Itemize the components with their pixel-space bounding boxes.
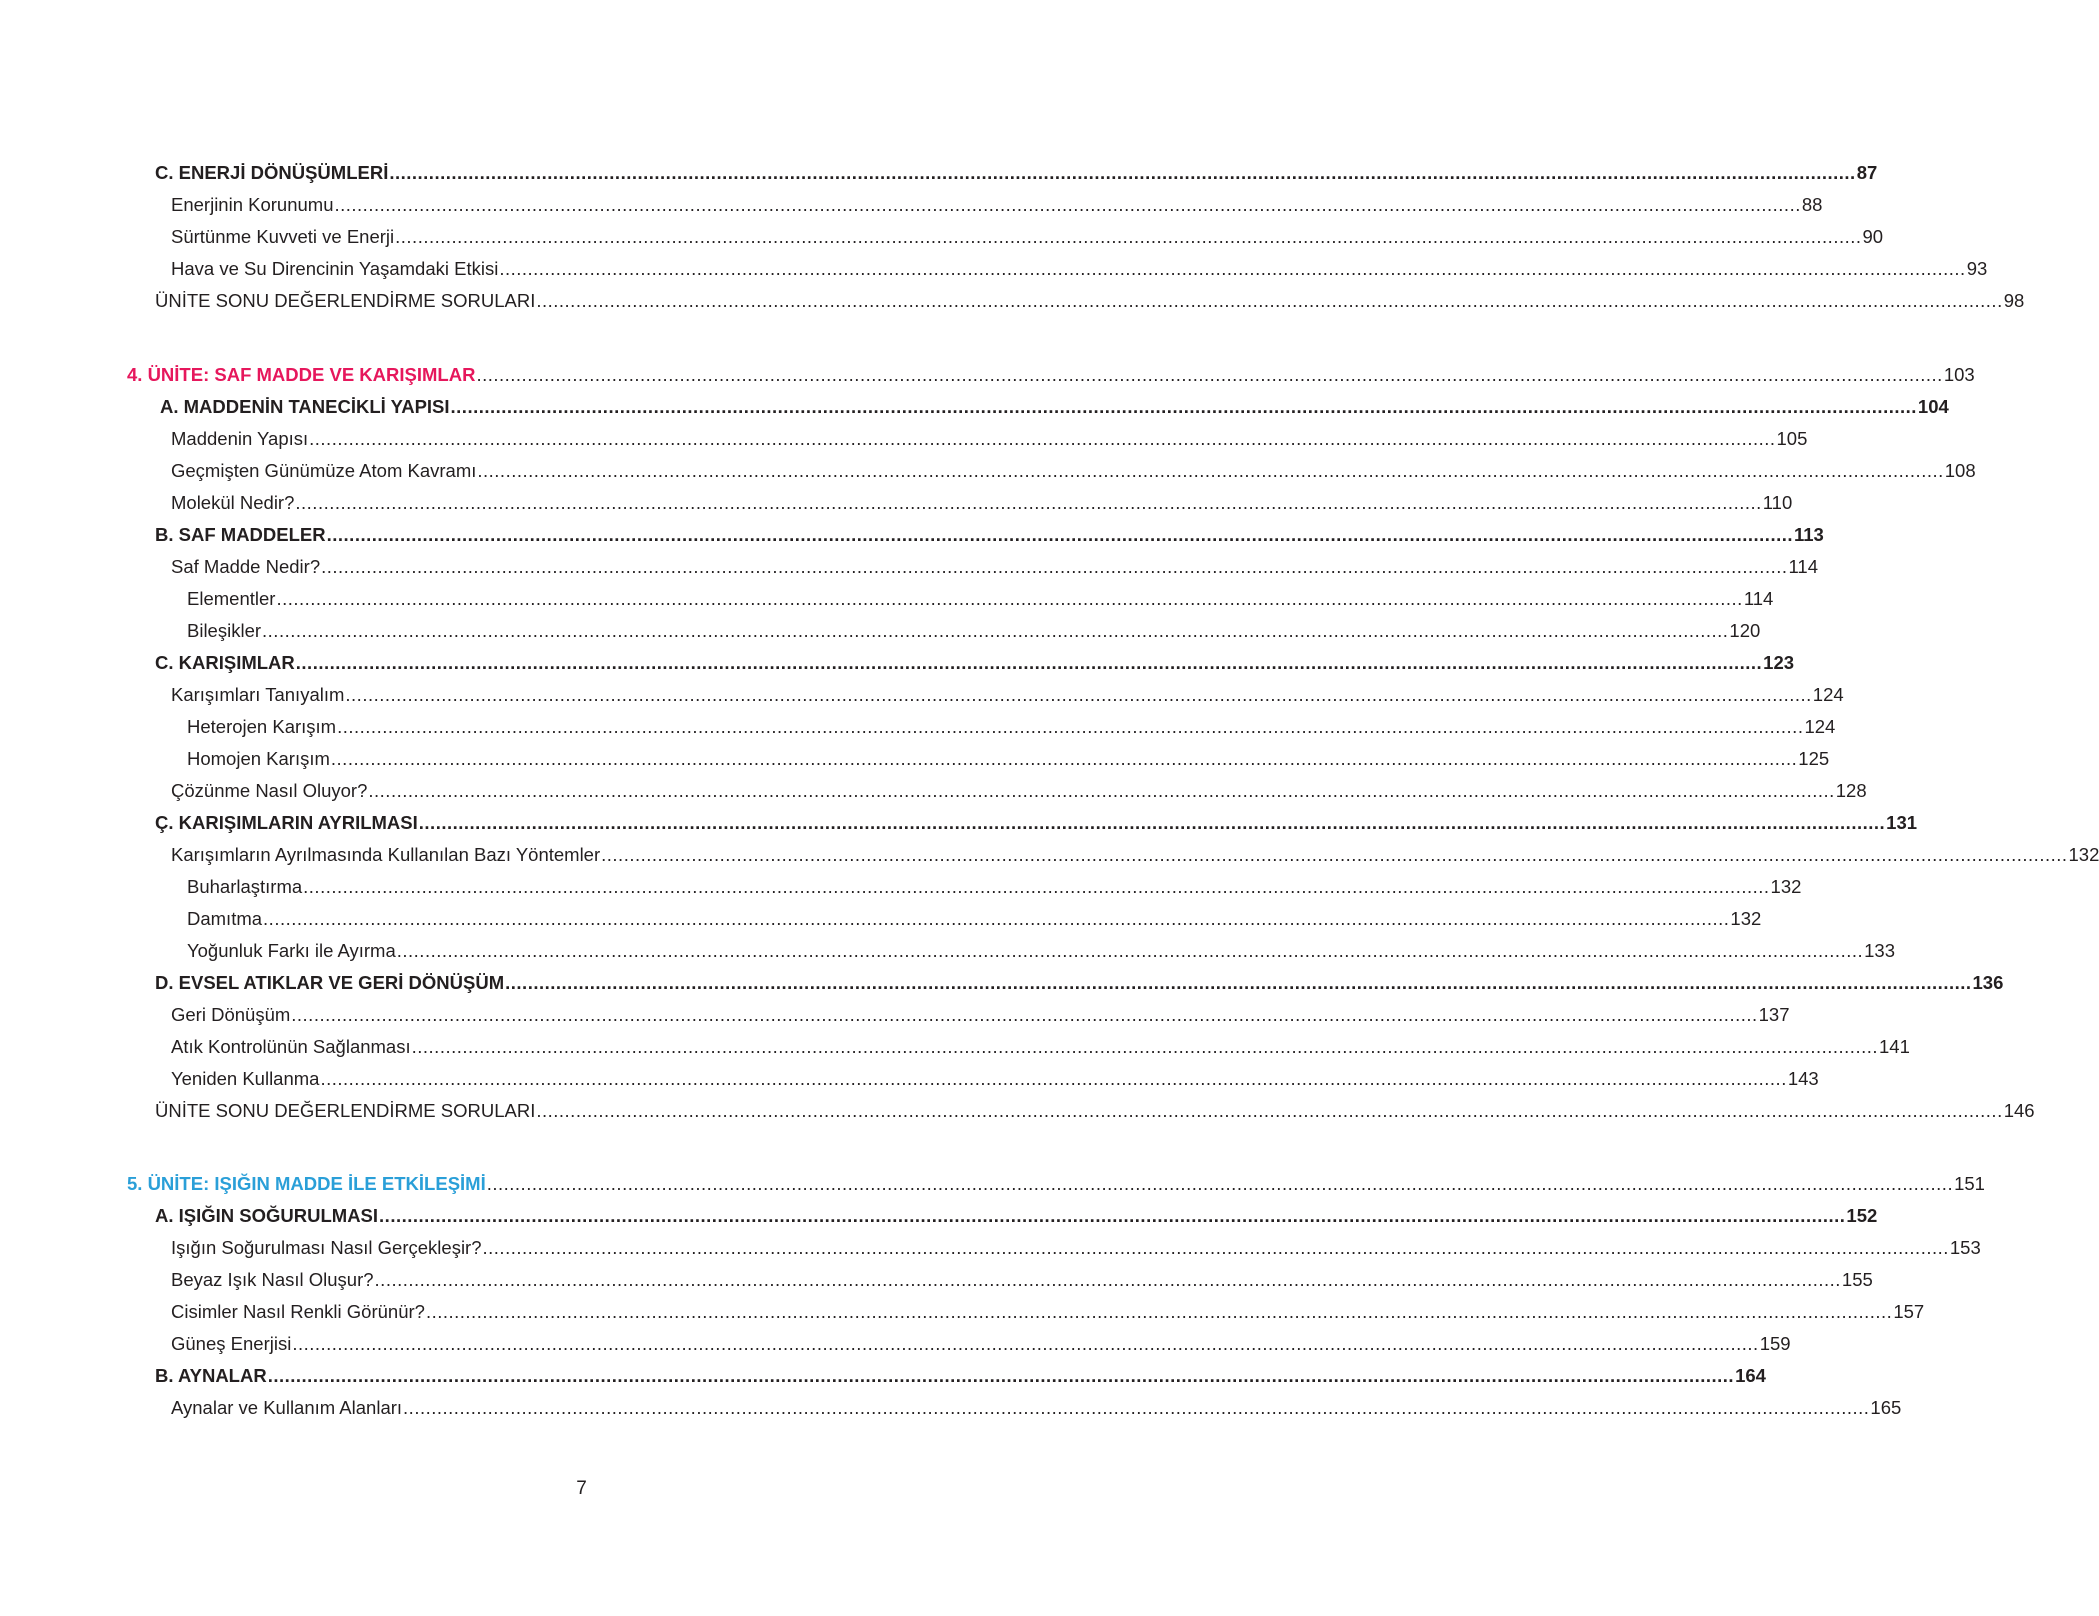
toc-entry[interactable] [171, 1397, 1902, 1419]
toc-leader: .................................................................................................................................................................................................................................................................... [345, 684, 1812, 705]
toc-entry-page: 120 [1729, 620, 1761, 641]
toc-entry-page: 87 [1856, 162, 1878, 183]
toc-leader: .................................................................................................................................................................................................................................................................... [292, 1333, 1759, 1354]
toc-entry-title: Ç. KARIŞIMLARIN AYRILMASI [155, 812, 418, 833]
toc-entry-page: 124 [1812, 684, 1844, 705]
toc-entry[interactable] [187, 716, 1836, 738]
toc-entry-page: 131 [1886, 812, 1918, 833]
toc-entry-title: Karışımların Ayrılmasında Kullanılan Bazı Yöntemler [171, 844, 601, 865]
toc-leader: .................................................................................................................................................................................................................................................................... [499, 258, 1966, 279]
toc-entry[interactable] [171, 1269, 1873, 1291]
toc-entry-page: 164 [1735, 1365, 1766, 1386]
toc-entry-title: Işığın Soğurulması Nasıl Gerçekleşir? [171, 1237, 482, 1258]
toc-leader: .................................................................................................................................................................................................................................................................... [396, 940, 1864, 961]
toc-entry-page: 104 [1917, 396, 1949, 417]
toc-entry-page: 157 [1893, 1301, 1925, 1322]
toc-entry[interactable] [171, 1068, 1819, 1090]
toc-entry[interactable] [155, 1365, 1766, 1387]
toc-entry-title: B. AYNALAR [155, 1365, 267, 1386]
toc-leader: .................................................................................................................................................................................................................................................................... [403, 1397, 1870, 1418]
toc-entry-title: Geçmişten Günümüze Atom Kavramı [171, 460, 477, 481]
toc-leader: .................................................................................................................................................................................................................................................................... [411, 1036, 1878, 1057]
toc-entry-page: 123 [1763, 652, 1795, 673]
toc-leader: .................................................................................................................................................................................................................................................................... [303, 876, 1770, 897]
toc-leader: .................................................................................................................................................................................................................................................................... [601, 844, 2068, 865]
toc-entry-title: C. KARIŞIMLAR [155, 652, 295, 673]
toc-unit-heading[interactable] [127, 1173, 1985, 1195]
toc-entry-page: 137 [1758, 1004, 1790, 1025]
toc-entry-title: A. IŞIĞIN SOĞURULMASI [155, 1205, 379, 1226]
toc-leader: .................................................................................................................................................................................................................................................................... [320, 1068, 1787, 1089]
toc-entry-page: 143 [1787, 1068, 1819, 1089]
toc-entry-title: Bileşikler [187, 620, 262, 641]
toc-entry[interactable] [155, 972, 2004, 994]
toc-entry[interactable] [171, 556, 1818, 578]
toc-entry[interactable] [171, 460, 1976, 482]
toc-entry-page: 128 [1835, 780, 1867, 801]
toc-entry[interactable] [171, 428, 1808, 450]
toc-entry[interactable] [171, 1237, 1981, 1259]
toc-leader: .................................................................................................................................................................................................................................................................... [450, 396, 1917, 417]
toc-entry-page: 159 [1759, 1333, 1791, 1354]
toc-leader: .................................................................................................................................................................................................................................................................... [536, 290, 2003, 311]
toc-entry-page: 153 [1949, 1237, 1981, 1258]
toc-entry[interactable] [155, 812, 1918, 834]
toc-leader: .................................................................................................................................................................................................................................................................... [379, 1205, 1846, 1226]
toc-entry-title: Saf Madde Nedir? [171, 556, 321, 577]
toc-entry[interactable] [155, 652, 1795, 674]
toc-entry[interactable] [187, 620, 1761, 642]
toc-entry[interactable] [171, 492, 1793, 514]
toc-entry[interactable] [155, 162, 1878, 184]
toc-entry-page: 146 [2003, 1100, 2035, 1121]
toc-entry-title: Yeniden Kullanma [171, 1068, 320, 1089]
toc-entry-title: 4. ÜNİTE: SAF MADDE VE KARIŞIMLAR [127, 364, 476, 385]
toc-leader: .................................................................................................................................................................................................................................................................... [482, 1237, 1949, 1258]
toc-entry-title: Homojen Karışım [187, 748, 330, 769]
toc-entry-page: 105 [1776, 428, 1808, 449]
toc-entry-page: 124 [1804, 716, 1836, 737]
toc-entry[interactable] [155, 1205, 1878, 1227]
toc-entry-title: C. ENERJİ DÖNÜŞÜMLERİ [155, 162, 389, 183]
toc-leader: .................................................................................................................................................................................................................................................................... [418, 812, 1886, 833]
toc-leader: .................................................................................................................................................................................................................................................................... [262, 620, 1729, 641]
toc-entry-title: B. SAF MADDELER [155, 524, 326, 545]
toc-entry-page: 125 [1798, 748, 1830, 769]
toc-entry-title: Atık Kontrolünün Sağlanması [171, 1036, 411, 1057]
toc-entry-page: 110 [1762, 492, 1793, 513]
toc-entry[interactable] [187, 748, 1830, 770]
toc-entry-title: Molekül Nedir? [171, 492, 295, 513]
toc-entry-title: Geri Dönüşüm [171, 1004, 291, 1025]
toc-leader: .................................................................................................................................................................................................................................................................... [477, 460, 1944, 481]
toc-leader: .................................................................................................................................................................................................................................................................... [389, 162, 1856, 183]
toc-leader: .................................................................................................................................................................................................................................................................... [295, 652, 1763, 673]
toc-entry-page: 103 [1943, 364, 1975, 385]
toc-entry[interactable] [171, 1301, 1925, 1323]
toc-entry-title: Aynalar ve Kullanım Alanları [171, 1397, 403, 1418]
toc-entry[interactable] [187, 940, 1895, 962]
toc-leader: .................................................................................................................................................................................................................................................................... [321, 556, 1788, 577]
toc-leader: .................................................................................................................................................................................................................................................................... [476, 364, 1943, 385]
toc-unit-heading[interactable] [127, 364, 1975, 386]
toc-leader: .................................................................................................................................................................................................................................................................... [309, 428, 1776, 449]
toc-entry-title: Karışımları Tanıyalım [171, 684, 345, 705]
toc-leader: .................................................................................................................................................................................................................................................................... [536, 1100, 2003, 1121]
toc-entry[interactable] [171, 684, 1844, 706]
toc-entry-title: Yoğunluk Farkı ile Ayırma [187, 940, 396, 961]
toc-entry-page: 132 [1730, 908, 1762, 929]
toc-entry-title: Damıtma [187, 908, 263, 929]
toc-leader: .................................................................................................................................................................................................................................................................... [374, 1269, 1841, 1290]
toc-entry-page: 98 [2003, 290, 2025, 311]
page-number: 7 [576, 1478, 587, 1499]
toc-entry[interactable] [171, 1004, 1790, 1026]
toc-entry[interactable] [171, 258, 1988, 280]
toc-entry[interactable] [171, 1333, 1791, 1355]
toc-entry-title: Heterojen Karışım [187, 716, 337, 737]
toc-entry-title: Çözünme Nasıl Oluyor? [171, 780, 368, 801]
toc-leader: .................................................................................................................................................................................................................................................................... [267, 1365, 1735, 1386]
toc-entry[interactable] [171, 780, 1867, 802]
toc-entry-title: D. EVSEL ATIKLAR VE GERİ DÖNÜŞÜM [155, 972, 505, 993]
toc-entry-page: 114 [1743, 588, 1774, 609]
toc-entry-page: 132 [2068, 844, 2099, 865]
toc-leader: .................................................................................................................................................................................................................................................................... [291, 1004, 1758, 1025]
toc-entry[interactable] [155, 524, 1824, 546]
toc-entry-page: 155 [1841, 1269, 1873, 1290]
toc-leader: .................................................................................................................................................................................................................................................................... [486, 1173, 1954, 1194]
toc-leader: .................................................................................................................................................................................................................................................................... [368, 780, 1835, 801]
toc-leader: .................................................................................................................................................................................................................................................................... [337, 716, 1804, 737]
toc-entry-title: ÜNİTE SONU DEĞERLENDİRME SORULARI [155, 290, 536, 311]
toc-entry-title: A. MADDENİN TANECİKLİ YAPISI [160, 396, 450, 417]
toc-entry[interactable] [155, 290, 2025, 312]
toc-entry[interactable] [155, 1100, 2035, 1122]
toc-leader: .................................................................................................................................................................................................................................................................... [276, 588, 1743, 609]
toc-entry-page: 132 [1770, 876, 1802, 897]
toc-entry-page: 165 [1870, 1397, 1902, 1418]
toc-leader: .................................................................................................................................................................................................................................................................... [425, 1301, 1893, 1322]
toc-leader: .................................................................................................................................................................................................................................................................... [295, 492, 1762, 513]
toc-entry-page: 114 [1788, 556, 1818, 577]
toc-entry-title: Güneş Enerjisi [171, 1333, 292, 1354]
toc-leader: .................................................................................................................................................................................................................................................................... [505, 972, 1972, 993]
toc-entry-title: 5. ÜNİTE: IŞIĞIN MADDE İLE ETKİLEŞİMİ [127, 1173, 486, 1194]
toc-entry-page: 93 [1966, 258, 1988, 279]
toc-entry[interactable] [187, 876, 1802, 898]
toc-entry[interactable] [187, 588, 1774, 610]
toc-entry[interactable] [171, 844, 2099, 866]
toc-entry[interactable] [187, 908, 1762, 930]
toc-leader: .................................................................................................................................................................................................................................................................... [395, 226, 1862, 247]
toc-entry-title: Beyaz Işık Nasıl Oluşur? [171, 1269, 374, 1290]
toc-entry-title: ÜNİTE SONU DEĞERLENDİRME SORULARI [155, 1100, 536, 1121]
toc-entry-title: Buharlaştırma [187, 876, 303, 897]
toc-entry[interactable] [171, 1036, 1910, 1058]
toc-entry[interactable] [171, 194, 1823, 216]
toc-leader: .................................................................................................................................................................................................................................................................... [334, 194, 1801, 215]
toc-entry-title: Cisimler Nasıl Renkli Görünür? [171, 1301, 425, 1322]
toc-entry[interactable] [171, 226, 1884, 248]
toc-leader: .................................................................................................................................................................................................................................................................... [330, 748, 1798, 769]
toc-leader: .................................................................................................................................................................................................................................................................... [263, 908, 1730, 929]
toc-entry[interactable] [160, 396, 1949, 418]
toc-entry-page: 90 [1862, 226, 1884, 247]
toc-leader: .................................................................................................................................................................................................................................................................... [326, 524, 1793, 545]
toc-entry-title: Hava ve Su Direncinin Yaşamdaki Etkisi [171, 258, 499, 279]
toc-entry-page: 88 [1801, 194, 1823, 215]
toc-entry-page: 136 [1972, 972, 2004, 993]
toc-entry-title: Sürtünme Kuvveti ve Enerji [171, 226, 395, 247]
toc-entry-page: 108 [1944, 460, 1976, 481]
toc-entry-title: Maddenin Yapısı [171, 428, 309, 449]
toc-entry-page: 151 [1954, 1173, 1985, 1194]
toc-entry-page: 141 [1879, 1036, 1910, 1057]
toc-entry-title: Elementler [187, 588, 276, 609]
toc-entry-page: 152 [1846, 1205, 1878, 1226]
toc-entry-page: 113 [1794, 524, 1824, 545]
toc-entry-title: Enerjinin Korunumu [171, 194, 334, 215]
toc-entry-page: 133 [1864, 940, 1895, 961]
